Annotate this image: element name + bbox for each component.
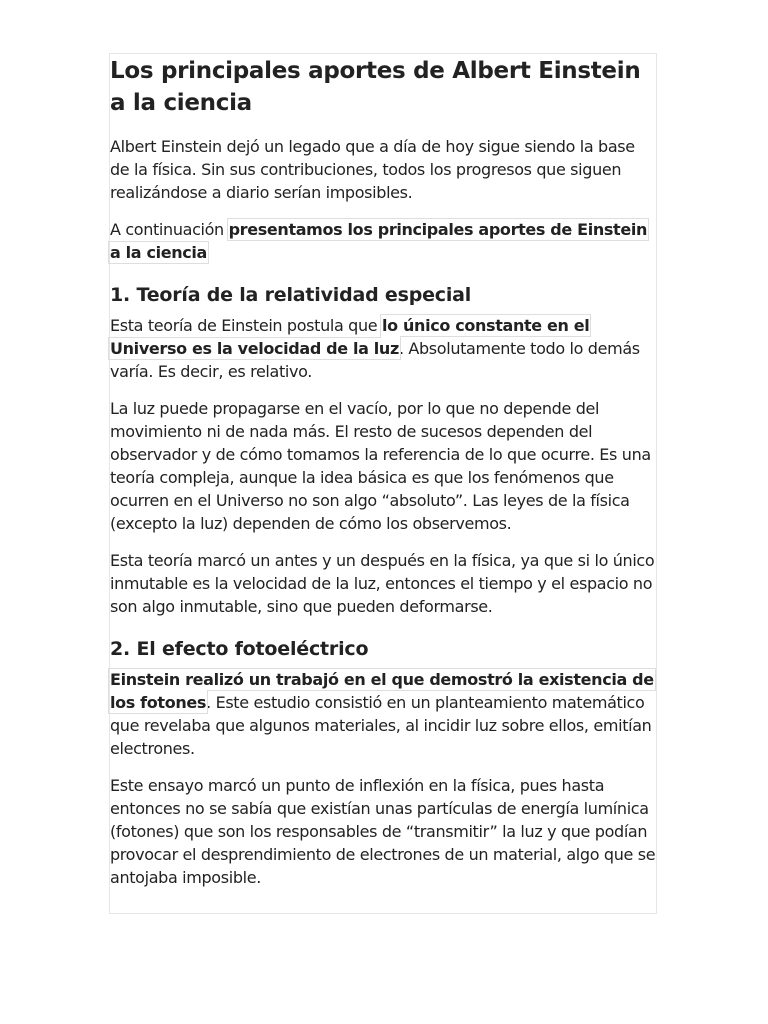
photoelectric-paragraph-1 [110, 668, 658, 760]
section-heading-photoelectric: 2. El efecto fotoeléctrico [110, 638, 369, 660]
lead-prefix: A continuación [110, 220, 229, 239]
intro-paragraph: Albert Einstein dejó un legado que a día de hoy sigue siendo la base de la física. Sin sus contribuciones, todos los progresos que siguen realizándose a diario serían imposibles. [110, 137, 635, 202]
lead-paragraph [110, 218, 658, 264]
photoelectric-p1-suffix: . Este estudio consistió en un planteamiento matemático que revelaba que algunos materiales, al incidir luz sobre ellos, emitían electrones. [110, 693, 652, 758]
relativity-p1-suffix: . Absolutamente todo lo demás varía. Es decir, es relativo. [110, 339, 640, 381]
article-title: Los principales aportes de Albert Einstein a la ciencia [110, 58, 641, 116]
relativity-paragraph-3: Esta teoría marcó un antes y un después en la física, ya que si lo único inmutable es la velocidad de la luz, entonces el tiempo y el espacio no son algo inmutable, sino que pueden deformarse. [110, 551, 655, 616]
article-content [110, 55, 658, 889]
relativity-p1-prefix: Esta teoría de Einstein postula que [110, 316, 382, 335]
lead-highlight: presentamos los principales aportes de Einstein a la ciencia [110, 220, 648, 262]
relativity-p1-highlight: lo único constante en el Universo es la velocidad de la luz [110, 316, 590, 358]
relativity-paragraph-2: La luz puede propagarse en el vacío, por lo que no depende del movimiento ni de nada más. El resto de sucesos dependen del observador y de cómo tomamos la referencia de lo que ocurre. Es una teoría compleja, aunque la idea básica es que los fenómenos que ocurren en el Universo no son algo “absoluto”. Las leyes de la física (excepto la luz) dependen de cómo los observemos. [110, 399, 651, 533]
section-heading-relativity: 1. Teoría de la relatividad especial [110, 284, 472, 306]
photoelectric-p1-highlight: Einstein realizó un trabajó en el que demostró la existencia de los fotones [110, 670, 654, 712]
relativity-paragraph-1 [110, 314, 658, 383]
photoelectric-paragraph-2: Este ensayo marcó un punto de inflexión en la física, pues hasta entonces no se sabía que existían unas partículas de energía lumínica (fotones) que son los responsables de “transmitir” la luz y que podían provocar el desprendimiento de electrones de un material, algo que se antojaba imposible. [110, 776, 656, 887]
